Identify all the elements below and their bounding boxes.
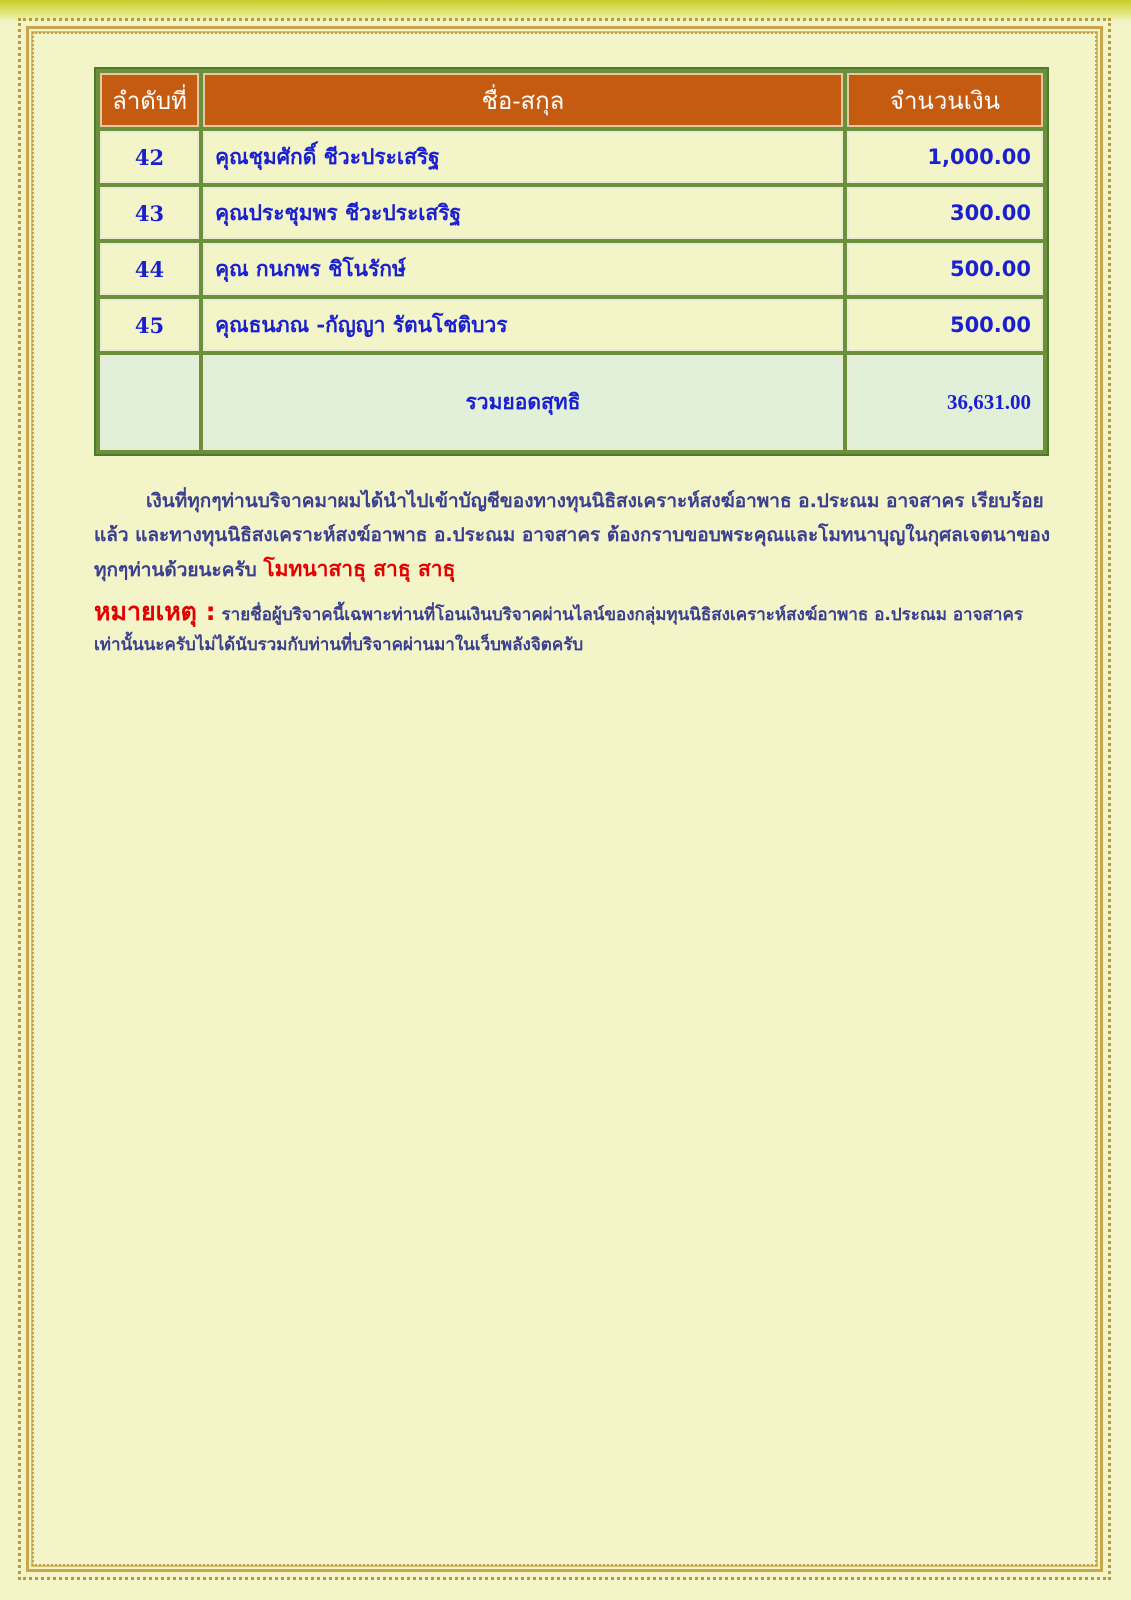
donor-table	[94, 67, 1049, 456]
note-label: หมายเหตุ :	[94, 597, 216, 626]
table-header-row	[100, 73, 1043, 127]
row-amount: 500.00	[847, 299, 1043, 351]
note-text: รายชื่อผู้บริจาคนี้เฉพาะท่านที่โอนเงินบริจาคผ่านไลน์ของกลุ่มทุนนิธิสงเคราะห์สงฆ์อาพาธ อ.ประณม อาจสาคร เท่านั้นนะครับไม่ได้นับรวมกับท่านที่บริจาคผ่านมาในเว็บพลังจิตครับ	[94, 605, 1023, 655]
header-amount: จำนวนเงิน	[847, 73, 1043, 127]
header-order: ลำดับที่	[100, 73, 199, 127]
thanks-text: เงินที่ทุกๆท่านบริจาคมาผมได้นำไปเข้าบัญชีของทางทุนนิธิสงเคราะห์สงฆ์อาพาธ อ.ประณม อาจสาคร เรียบร้อยแล้ว และทางทุนนิธิสงเคราะห์สงฆ์อาพาธ อ.ประณม อาจสาคร ต้องกราบขอบพระคุณและโมทนาบุญในกุศลเจตนาของทุกๆท่านด้วยนะครับ	[94, 490, 1051, 581]
page-content	[94, 67, 1074, 660]
row-name: คุณชุมศักดิ์ ชีวะประเสริฐ	[203, 131, 843, 183]
thanks-paragraph	[94, 484, 1056, 587]
row-amount: 500.00	[847, 243, 1043, 295]
row-order: 45	[100, 299, 199, 351]
note-paragraph	[94, 597, 1056, 660]
row-name: คุณ กนกพร ชิโนรักษ์	[203, 243, 843, 295]
table-row	[100, 299, 1043, 351]
anumodana-highlight: โมทนาสาธุ สาธุ สาธุ	[263, 557, 456, 581]
row-order: 42	[100, 131, 199, 183]
row-amount: 300.00	[847, 187, 1043, 239]
table-row	[100, 187, 1043, 239]
table-row	[100, 243, 1043, 295]
total-value: 36,631.00	[847, 355, 1043, 450]
row-order: 43	[100, 187, 199, 239]
row-order: 44	[100, 243, 199, 295]
row-name: คุณธนภณ -กัญญา รัตนโชติบวร	[203, 299, 843, 351]
total-empty-cell	[100, 355, 199, 450]
row-name: คุณประชุมพร ชีวะประเสริฐ	[203, 187, 843, 239]
header-name: ชื่อ-สกุล	[203, 73, 843, 127]
table-row	[100, 131, 1043, 183]
total-row	[100, 355, 1043, 450]
row-amount: 1,000.00	[847, 131, 1043, 183]
total-label: รวมยอดสุทธิ	[203, 355, 843, 450]
